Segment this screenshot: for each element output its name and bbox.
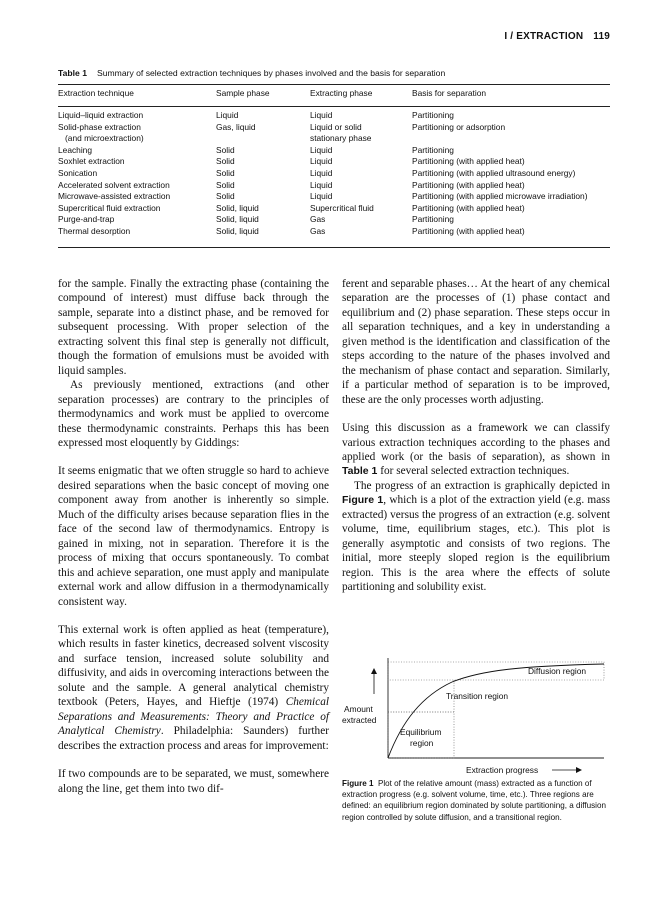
book-title: Chemical Separations and Measurements: Theory and Practice of Analytical Chemistry bbox=[58, 696, 329, 738]
table-row bbox=[58, 145, 610, 157]
paragraph: for the sample. Finally the extracting phase (containing the compound of interest) must diffuse back through the sample, separate into a distinct phase, and be removed for subsequent processing. With proper selection of the extracting solvent this final step is generally not difficult, though the formation of emulsions must be avoided with liquid samples. bbox=[58, 278, 329, 377]
table-header-cell: Extracting phase bbox=[310, 88, 373, 98]
table-bottom-rule bbox=[58, 247, 610, 248]
table-row bbox=[58, 156, 610, 168]
extraction-table bbox=[58, 88, 610, 238]
table-cell: Solid-phase extraction bbox=[58, 121, 141, 132]
table-cell: Liquid bbox=[310, 110, 333, 120]
table-cell: Purge-and-trap bbox=[58, 214, 115, 225]
x-arrow-head bbox=[576, 767, 582, 773]
figure-caption bbox=[342, 778, 610, 823]
table-cell: Liquid bbox=[310, 144, 333, 155]
paragraph bbox=[342, 421, 610, 479]
text-span: . Philadelphia: Saunders) further describes the extraction process and areas for improvement: bbox=[58, 725, 329, 752]
table-cell: Soxhlet extraction bbox=[58, 156, 125, 167]
table-cell: Accelerated solvent extraction bbox=[58, 179, 170, 190]
table-cell: Partitioning bbox=[412, 144, 454, 155]
figure-caption-text: Plot of the relative amount (mass) extracted as a function of extraction progress (e.g. solvent volume, time, etc.). Three regions are defined: an equilibrium region dominated by solute partitioning, a diffusion region controlled by solute diffusion, and a transitional region. bbox=[342, 779, 606, 822]
table-reference: Table 1 bbox=[342, 465, 378, 478]
table-row bbox=[58, 203, 610, 215]
table-cell: Partitioning (with applied heat) bbox=[412, 202, 525, 213]
table-cell: Liquid bbox=[310, 167, 333, 178]
figure-label: Figure 1 bbox=[342, 779, 374, 788]
table-row bbox=[58, 110, 610, 122]
table-header-cell: Sample phase bbox=[216, 88, 270, 98]
left-text-column bbox=[58, 277, 329, 796]
table-cell: Gas bbox=[310, 214, 326, 225]
figure-reference: Figure 1 bbox=[342, 494, 384, 507]
figure-1-plot bbox=[342, 646, 610, 778]
section-title: I / EXTRACTION bbox=[504, 31, 584, 42]
table-row bbox=[58, 214, 610, 226]
table-cell: Liquid bbox=[216, 110, 239, 120]
table-header-row bbox=[58, 88, 610, 107]
table-row bbox=[58, 180, 610, 192]
table-caption-text: Summary of selected extraction techniques by phases involved and the basis for separation bbox=[96, 68, 446, 78]
text-span: for several selected extraction techniques. bbox=[377, 465, 570, 478]
paragraph bbox=[342, 479, 610, 595]
table-cell: Liquid or solid bbox=[310, 121, 362, 132]
block-quote: If two compounds are to be separated, we must, somewhere along the line, get them into two dif- bbox=[58, 768, 329, 795]
table-cell: Liquid–liquid extraction bbox=[58, 110, 144, 120]
equilibrium-region-label-1: Equilibrium bbox=[400, 727, 442, 737]
diffusion-region-label: Diffusion region bbox=[528, 666, 587, 676]
text-span: This external work is often applied as heat (temperature), which results in faster kinetics, decreased solvent viscosity and surface tension, increased solute solubility and diffusivity, and aids in overcoming interactions between the solute and the sample. A general analytical chemistry textbook (Peters, Hayes, and Hieftje (1974) bbox=[58, 623, 329, 709]
table-caption bbox=[58, 68, 445, 78]
table-cell: Liquid bbox=[310, 191, 333, 202]
table-top-rule bbox=[58, 84, 610, 85]
table-cell: Liquid bbox=[310, 156, 333, 167]
table-cell: Microwave-assisted extraction bbox=[58, 191, 171, 202]
y-arrow-head bbox=[371, 668, 377, 674]
y-label-line1: Amount bbox=[344, 704, 373, 714]
text-span: The progress of an extraction is graphically depicted in bbox=[354, 479, 610, 492]
table-row bbox=[58, 122, 610, 134]
table-row bbox=[58, 133, 610, 145]
equilibrium-region-label-2: region bbox=[410, 738, 434, 748]
table-row bbox=[58, 168, 610, 180]
running-head bbox=[420, 31, 610, 42]
block-quote: It seems enigmatic that we often struggle so hard to achieve desired separations when the basic concept of moving one component away from another is inherently so simple. Much of the difficulty arises because separation flies in the face of the second law of thermodynamics. Entropy is gained in mixing, not in separation. Therefore it is the process of mixing that occurs spontaneously. To combat this and achieve separation, one must apply and manipulate external work and allow diffusion in a thermodynamically consistent way. bbox=[58, 465, 329, 608]
table-cell: stationary phase bbox=[310, 133, 372, 144]
table-row bbox=[58, 191, 610, 203]
paragraph bbox=[58, 623, 329, 753]
table-cell: Solid bbox=[216, 156, 235, 167]
table-cell: Supercritical fluid bbox=[310, 202, 374, 213]
table-cell: Solid bbox=[216, 144, 235, 155]
right-text-column bbox=[342, 277, 610, 595]
table-cell: Supercritical fluid extraction bbox=[58, 202, 161, 213]
table-cell: Solid bbox=[216, 191, 235, 202]
table-cell: Partitioning (with applied heat) bbox=[412, 225, 525, 236]
table-cell: Partitioning (with applied heat) bbox=[412, 156, 525, 167]
text-span: , which is a plot of the extraction yield (e.g. mass extracted) versus the progress of an extraction (e.g. solvent volume, time, equilibrium stages, etc.). This plot is generally asymptotic and consists of two regions. The initial, more steeply sloped region is the equilibrium region. This is the area where the effects of solute partitioning and solubility exist. bbox=[342, 494, 611, 594]
table-cell: Sonication bbox=[58, 167, 98, 178]
table-cell: Partitioning or adsorption bbox=[412, 121, 506, 132]
table-cell: Leaching bbox=[58, 144, 92, 155]
table-cell: Partitioning (with applied heat) bbox=[412, 179, 525, 190]
table-cell: (and microextraction) bbox=[65, 133, 144, 144]
table-cell: Gas bbox=[310, 225, 326, 236]
table-cell: Thermal desorption bbox=[58, 225, 131, 236]
text-span: Using this discussion as a framework we can classify various extraction techniques according to the phases and applied work (or the basis of separation), as shown in bbox=[342, 422, 610, 463]
paragraph: As previously mentioned, extractions (and other separation processes) are contrary to the principles of thermodynamics and work must be applied to overcome these thermodynamic constraints. Perhaps this has been expressed most eloquently by Giddings: bbox=[58, 379, 329, 449]
block-quote-continued: ferent and separable phases… At the heart of any chemical separation are the processes of (1) phase contact and equilibrium and (2) phase separation. These steps occur in all separation techniques, and a key in understanding a given method is the identification and classification of the steps according to the nature of the phases involved and the mechanism of phase contact and separation. Similarly, if a particular method of separation is to be improved, these are the only processes worth adjusting. bbox=[342, 278, 610, 406]
table-cell: Solid, liquid bbox=[216, 214, 259, 225]
table-cell: Solid, liquid bbox=[216, 202, 259, 213]
table-cell: Partitioning bbox=[412, 110, 454, 120]
table-cell: Partitioning (with applied ultrasound energy) bbox=[412, 167, 576, 178]
table-header-cell: Basis for separation bbox=[412, 88, 487, 98]
table-cell: Partitioning bbox=[412, 214, 454, 225]
x-label: Extraction progress bbox=[466, 765, 539, 775]
table-cell: Liquid bbox=[310, 179, 333, 190]
table-label: Table 1 bbox=[58, 68, 87, 78]
table-row bbox=[58, 226, 610, 238]
transition-region-label: Transition region bbox=[446, 691, 509, 701]
table-cell: Gas, liquid bbox=[216, 121, 256, 132]
table-header-cell: Extraction technique bbox=[58, 88, 134, 98]
table-cell bbox=[412, 133, 610, 145]
table-cell: Solid bbox=[216, 167, 235, 178]
table-cell bbox=[216, 133, 310, 145]
page-number: 119 bbox=[593, 31, 610, 42]
table-cell: Solid bbox=[216, 179, 235, 190]
y-label-line2: extracted bbox=[342, 715, 377, 725]
table-cell: Solid, liquid bbox=[216, 225, 259, 236]
table-cell: Partitioning (with applied microwave irradiation) bbox=[412, 191, 588, 202]
